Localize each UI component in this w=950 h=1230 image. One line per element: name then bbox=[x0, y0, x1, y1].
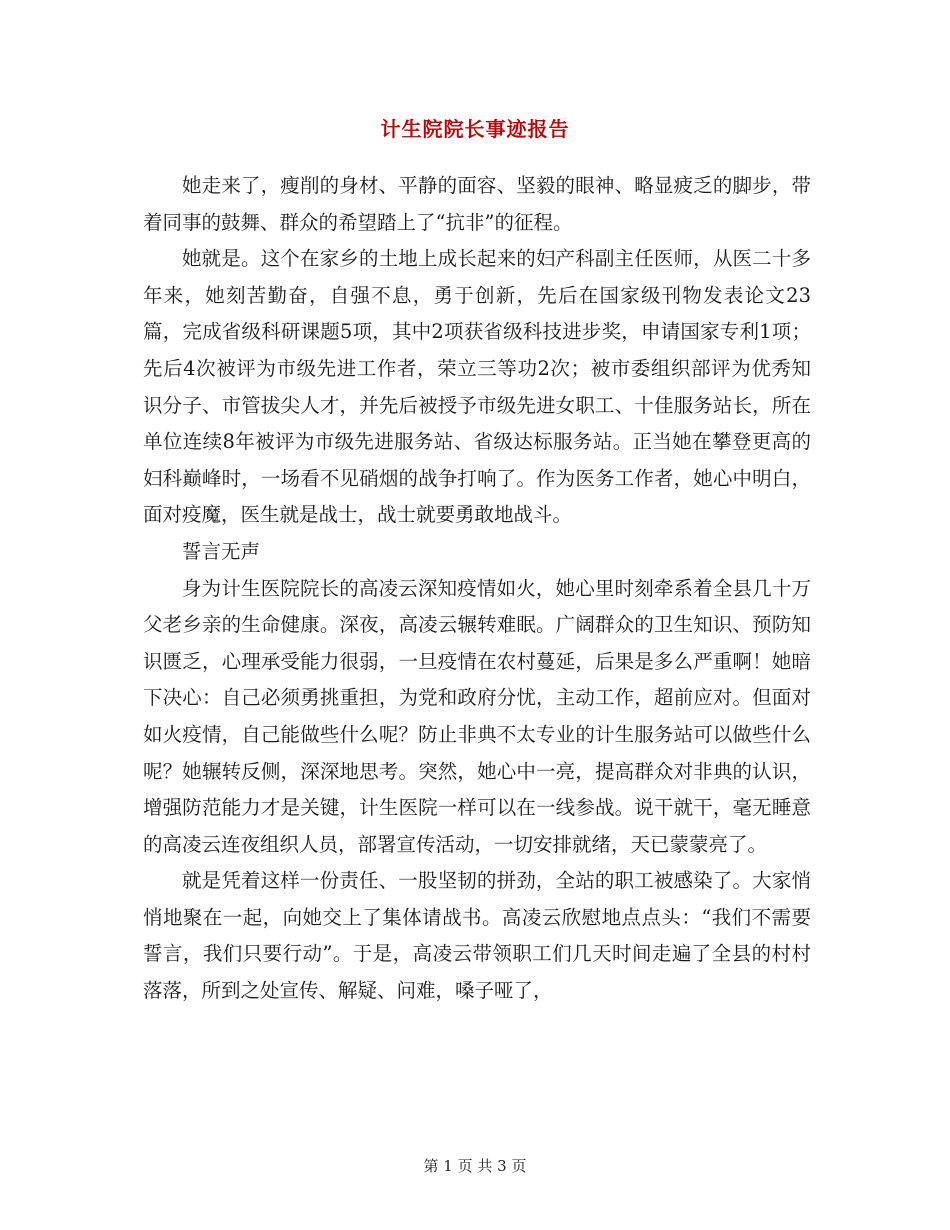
document-body bbox=[143, 168, 811, 1010]
document-title: 计生院院长事迹报告 bbox=[380, 117, 570, 141]
paragraph: 她走来了，瘦削的身材、平静的面容、坚毅的眼神、略显疲乏的脚步，带着同事的鼓舞、群众的希望踏上了“抗非”的征程。 bbox=[143, 174, 811, 234]
paragraph: 她就是。这个在家乡的土地上成长起来的妇产科副主任医师，从医二十多年来，她刻苦勤奋，自强不息，勇于创新，先后在国家级刊物发表论文23篇，完成省级科研课题5项，其中2项获省级科技进步奖，申请国家专利1项；先后4次被评为市级先进工作者，荣立三等功2次；被市委组织部评为优秀知识分子、市管拔尖人才，并先后被授予市级先进女职工、十佳服务站长，所在单位连续8年被评为市级先进服务站、省级达标服务站。正当她在攀登更高的妇科巅峰时，一场看不见硝烟的战争打响了。作为医务工作者，她心中明白，面对疫魔，医生就是战士，战士就要勇敢地战斗。 bbox=[143, 247, 811, 527]
page-number: 第 1 页 共 3 页 bbox=[423, 1157, 527, 1175]
paragraph: 身为计生医院院长的高凌云深知疫情如火，她心里时刻牵系着全县几十万父老乡亲的生命健康。深夜，高凌云辗转难眠。广阔群众的卫生知识、预防知识匮乏，心理承受能力很弱，一旦疫情在农村蔓延，后果是多么严重啊！她暗下决心：自己必须勇挑重担，为党和政府分忧，主动工作，超前应对。但面对如火疫情，自己能做些什么呢？防止非典不太专业的计生服务站可以做些什么呢？她辗转反侧，深深地思考。突然，她心中一亮，提高群众对非典的认识，增强防范能力才是关键，计生医院一样可以在一线参战。说干就干，毫无睡意的高凌云连夜组织人员，部署宣传活动，一切安排就绪，天已蒙蒙亮了。 bbox=[143, 576, 811, 856]
section-heading: 誓言无声 bbox=[182, 539, 261, 563]
paragraph: 就是凭着这样一份责任、一股坚韧的拼劲，全站的职工被感染了。大家悄悄地聚在一起，向她交上了集体请战书。高凌云欣慰地点点头：“我们不需要誓言，我们只要行动”。于是，高凌云带领职工们几天时间走遍了全县的村村落落，所到之处宣传、解疑、问难，嗓子哑了， bbox=[143, 869, 811, 1003]
